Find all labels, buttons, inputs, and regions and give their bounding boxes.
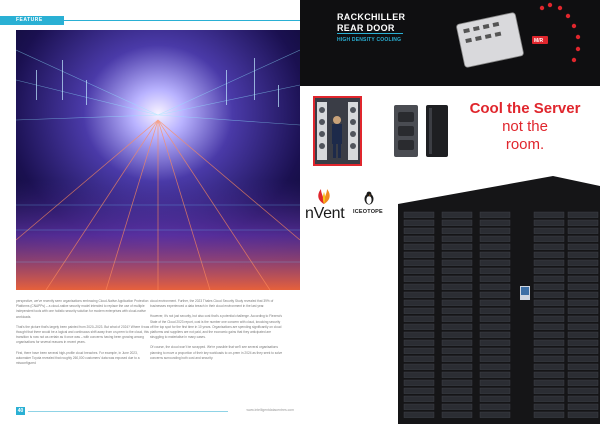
rack-slot: [404, 412, 434, 418]
rack-slot: [442, 212, 472, 218]
rack-slot: [404, 404, 434, 410]
rack-slot: [480, 332, 510, 338]
rack-slot: [568, 260, 598, 266]
rack-slot: [442, 356, 472, 362]
rack-slot: [480, 268, 510, 274]
rack-slot: [534, 228, 564, 234]
rack-slot: [480, 308, 510, 314]
rack-slot: [534, 284, 564, 290]
rack-slot: [480, 228, 510, 234]
rack-slot: [442, 300, 472, 306]
rack-slot: [480, 372, 510, 378]
rack-slot: [404, 396, 434, 402]
rack-slot: [404, 212, 434, 218]
rack-slot: [480, 324, 510, 330]
iceotope-penguin-icon: [362, 191, 376, 205]
rack-slot: [404, 300, 434, 306]
ad-rule: [337, 33, 403, 34]
rack-slot: [568, 404, 598, 410]
rack-slot: [534, 236, 564, 242]
rack-slot: [480, 316, 510, 322]
rack-slot: [480, 260, 510, 266]
rack-slot: [568, 268, 598, 274]
ad-title-line-2: REAR DOOR: [337, 23, 395, 33]
rack-slot: [534, 348, 564, 354]
rack-slot: [442, 292, 472, 298]
page-number: 40: [17, 408, 24, 414]
rack-slot: [442, 324, 472, 330]
rack-slot: [568, 380, 598, 386]
rack-slot: [442, 396, 472, 402]
rack-slot: [404, 348, 434, 354]
rack-slot: [404, 220, 434, 226]
rack-slot: [534, 244, 564, 250]
rack-slot: [442, 228, 472, 234]
rackchiller-ad: [300, 0, 600, 86]
rack-slot: [404, 324, 434, 330]
rack-slot: [568, 388, 598, 394]
rack-slot: [480, 292, 510, 298]
rack-slot: [534, 268, 564, 274]
section-tag: [0, 16, 64, 25]
rack-slot: [404, 332, 434, 338]
rack-slot: [404, 228, 434, 234]
rack-slot: [568, 236, 598, 242]
nvent-logo-mark: [313, 188, 335, 204]
website-url: www.intelligentdatacentres.com: [246, 408, 294, 412]
rack-slot: [442, 316, 472, 322]
rack-slot: [534, 404, 564, 410]
rack-slot: [442, 404, 472, 410]
cooling-unit-image: [424, 104, 450, 158]
rack-slot: [480, 252, 510, 258]
rack-slot: [404, 292, 434, 298]
paragraph: That's the picture that's largely been painted from 2020–2023. But what of 2024? Where it was thought that there would be a logical and continuous shift away from on-prem to the cloud, this transition is now not as certain as it once was – with concerns having been growing among organisations for several reasons in recent years.: [16, 324, 150, 345]
rack-slot: [568, 364, 598, 370]
rack-slot: [442, 412, 472, 418]
rack-slot: [404, 284, 434, 290]
paragraph: However, it's not just security, but also cost that's a potential challenge. According to Flexera's State of the Cloud 2023 report, cost is the number one concern with cloud, knocking security off the top spot for the first time in 10 years. Organisations are spending significantly on cloud platforms and suppliers are not paid, and the economic gains that they anticipated are struggling to materialise in many cases.: [150, 314, 282, 340]
rack-slot: [442, 388, 472, 394]
ad-tagline: [460, 100, 590, 154]
rack-slot: [568, 356, 598, 362]
rack-slot: [480, 300, 510, 306]
rack-slot: [404, 340, 434, 346]
tagline-line-1: Cool the Server: [469, 100, 581, 117]
rack-slot: [534, 316, 564, 322]
rack-slot: [568, 228, 598, 234]
rack-slot: [534, 300, 564, 306]
rack-slot: [442, 276, 472, 282]
rack-slot: [404, 236, 434, 242]
rack-slot: [404, 388, 434, 394]
rack-slot: [442, 340, 472, 346]
rack-slot: [480, 276, 510, 282]
rack-slot: [568, 348, 598, 354]
rack-slot: [534, 364, 564, 370]
rack-slot: [404, 260, 434, 266]
rack-slot: [404, 364, 434, 370]
right-page: [300, 0, 600, 424]
rack-slot: [568, 316, 598, 322]
article-column-2: [150, 299, 284, 366]
rack-slot: [534, 212, 564, 218]
rack-slot: [442, 380, 472, 386]
rack-slot: [568, 220, 598, 226]
rack-slot: [404, 252, 434, 258]
server-racks-image: [398, 176, 600, 424]
rack-slot: [534, 324, 564, 330]
rack-slot: [568, 292, 598, 298]
rack-slot: [404, 380, 434, 386]
rack-slot: [568, 308, 598, 314]
rack-slot: [404, 276, 434, 282]
paragraph: cloud environment. Further, the 2023 Thales Cloud Security Study revealed that 39% of businesses experienced a data breach in their cloud environment in the last year.: [150, 299, 274, 309]
rack-slot: [568, 300, 598, 306]
rack-slot: [568, 244, 598, 250]
article-column-1: [16, 299, 150, 371]
rack-slot: [404, 308, 434, 314]
paragraph: perspective, we've recently seen organisations embracing Cloud-Native Application Protection Platforms (CNAPPs) – a cloud-native security model intended to replace the use of multiple independent tools with one holistic security solution for modern enterprises with cloud-native workloads.: [16, 299, 149, 319]
rack-slot: [534, 220, 564, 226]
nvent-logo-text: nVent: [305, 205, 345, 222]
rack-slot: [568, 324, 598, 330]
rack-slot: [534, 276, 564, 282]
rack-slot: [568, 372, 598, 378]
ad-title: [337, 12, 447, 34]
rack-slot: [568, 412, 598, 418]
rack-slot: [480, 396, 510, 402]
technician-photo: [313, 96, 362, 166]
rack-slot: [442, 220, 472, 226]
rack-slot: [534, 252, 564, 258]
rack-slot: [480, 212, 510, 218]
rack-slot: [480, 340, 510, 346]
rack-slot: [534, 356, 564, 362]
section-tag-label: FEATURE: [16, 17, 43, 23]
rack-slot: [480, 404, 510, 410]
rack-slot: [568, 284, 598, 290]
rack-slot: [442, 364, 472, 370]
rack-slot: [442, 348, 472, 354]
rack-slot: [442, 252, 472, 258]
rack-slot: [568, 396, 598, 402]
rack-slot: [534, 412, 564, 418]
rack-slot: [442, 268, 472, 274]
tagline-line-3: room.: [505, 136, 545, 153]
rack-slot: [568, 212, 598, 218]
rack-slot: [442, 244, 472, 250]
rack-slot: [480, 236, 510, 242]
rack-slot: [568, 340, 598, 346]
rack-slot: [442, 260, 472, 266]
rack-slot: [568, 332, 598, 338]
rack-slot: [534, 388, 564, 394]
paragraph: Of course, the cloud won't be scrapped. We're possible that we'll see several organisations planning to move a proportion of their key workloads to on-prem in 2024 as they seek to solve concerns surrounding both cost and security.: [150, 345, 283, 360]
iceotope-logo-text: ICEOTOPE: [353, 209, 383, 215]
rack-slot: [534, 292, 564, 298]
rack-slot: [404, 356, 434, 362]
rack-slot: [480, 356, 510, 362]
header-rule: [64, 20, 300, 21]
rack-slot: [480, 388, 510, 394]
rack-slot: [568, 252, 598, 258]
rack-slot: [442, 236, 472, 242]
rack-slot: [404, 372, 434, 378]
paragraph: First, there have been several high-profile cloud breaches. For example, in June 2023, automaker Toyota revealed that roughly 260,000 customers' data was exposed due to a misconfigured: [16, 350, 140, 366]
rack-slot: [442, 372, 472, 378]
rack-slot: [534, 260, 564, 266]
ad-subtitle: HIGH DENSITY COOLING: [337, 37, 402, 43]
rack-slot: [480, 348, 510, 354]
rack-slot: [480, 284, 510, 290]
rack-slot: [568, 276, 598, 282]
rack-slot: [480, 244, 510, 250]
hero-image: [16, 30, 300, 290]
rack-slot: [442, 332, 472, 338]
rack-slot: [480, 380, 510, 386]
rack-slot: [404, 268, 434, 274]
rack-slot: [480, 220, 510, 226]
rack-slot: [534, 380, 564, 386]
rack-slot: [534, 372, 564, 378]
rack-slot: [442, 284, 472, 290]
rack-slot: [442, 308, 472, 314]
page-footer: [16, 407, 300, 415]
rack-slot: [480, 412, 510, 418]
rack-slot: [534, 396, 564, 402]
rear-door-product-image: [450, 0, 600, 86]
svg-text:M/R: M/R: [534, 38, 544, 44]
rack-slot: [404, 244, 434, 250]
rack-slot: [480, 364, 510, 370]
tagline-line-2: not the: [502, 118, 548, 135]
rack-slot: [534, 332, 564, 338]
cooling-unit-image: [392, 104, 420, 158]
rack-slot: [534, 308, 564, 314]
rack-slot: [534, 340, 564, 346]
ad-title-line-1: RACKCHILLER: [337, 12, 406, 22]
footer-rule: [28, 411, 228, 412]
rack-slot: [404, 316, 434, 322]
